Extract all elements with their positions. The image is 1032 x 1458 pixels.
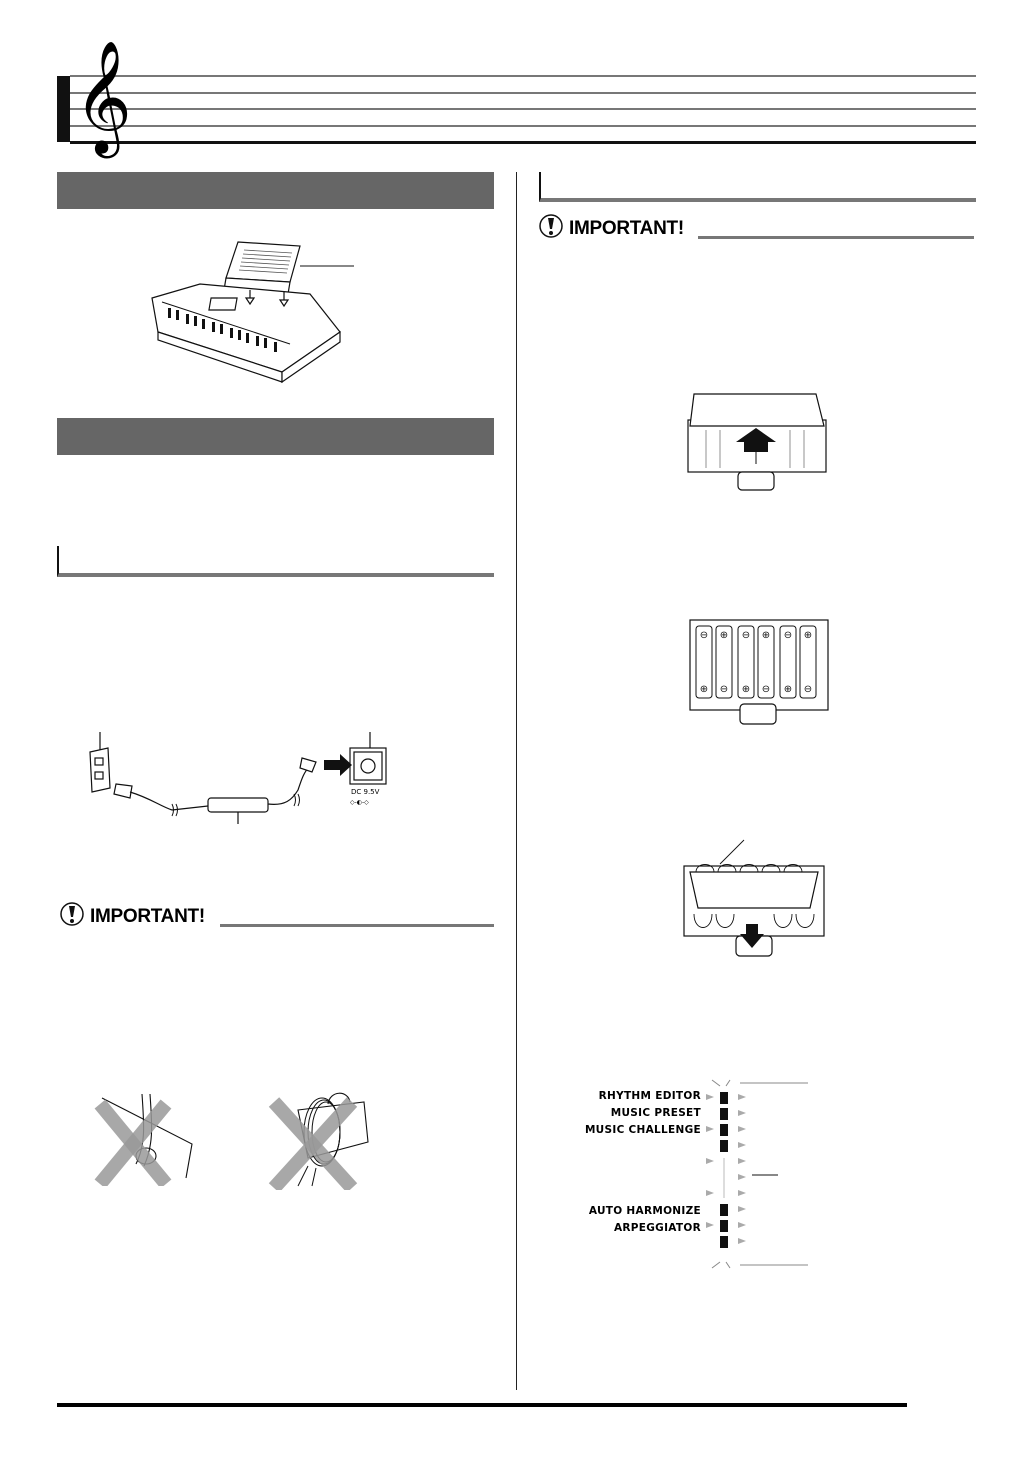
staff-line [70, 125, 976, 127]
indicator-label: MUSIC CHALLENGE [584, 1124, 701, 1136]
section-heading-bar [57, 418, 494, 455]
svg-text:⊕: ⊕ [699, 684, 709, 695]
indicator-label: RHYTHM EDITOR [598, 1090, 701, 1102]
svg-text:⊖: ⊖ [719, 684, 729, 695]
important-heading-left [60, 902, 205, 926]
svg-text:⊕: ⊕ [761, 630, 771, 641]
adapter-jack-label: DC 9.5V [351, 788, 380, 796]
subsection-heading [539, 172, 976, 202]
staff-line [70, 92, 976, 94]
wrong-cord-wrap-illustration [268, 1080, 388, 1190]
svg-text:⊕: ⊕ [783, 684, 793, 695]
footer-rule [57, 1403, 907, 1407]
ac-adapter-connection-illustration [80, 732, 400, 832]
wrong-cord-bend-illustration [92, 1094, 212, 1186]
staff-bar [57, 76, 70, 142]
svg-text:⊕: ⊕ [719, 630, 729, 641]
staff-line [70, 108, 976, 110]
important-exclamation-icon [60, 902, 86, 926]
svg-text:⊖: ⊖ [761, 684, 771, 695]
important-exclamation-icon [539, 214, 565, 238]
section-heading-bar [57, 172, 494, 209]
keyboard-music-stand-illustration [140, 236, 370, 396]
subsection-heading [57, 546, 494, 577]
battery-cover-close-illustration [680, 836, 830, 958]
important-rule [220, 924, 494, 927]
staff-line [70, 75, 976, 77]
important-rule [698, 236, 974, 239]
battery-orientation-illustration [688, 614, 830, 726]
battery-cover-open-illustration [686, 390, 830, 492]
important-heading-right [539, 214, 684, 238]
important-label: IMPORTANT! [569, 218, 684, 239]
column-divider [516, 172, 517, 1390]
svg-text:⊕: ⊕ [803, 630, 813, 641]
svg-text:⊖: ⊖ [741, 630, 751, 641]
important-label: IMPORTANT! [90, 906, 205, 927]
svg-text:⊖: ⊖ [803, 684, 813, 695]
staff-bottom-rule [70, 141, 976, 144]
svg-text:◇-◐-◇: ◇-◐-◇ [350, 799, 369, 806]
indicator-label: AUTO HARMONIZE [588, 1205, 701, 1217]
svg-text:⊖: ⊖ [783, 630, 793, 641]
indicator-label: MUSIC PRESET [610, 1107, 701, 1119]
display-indicator-illustration [700, 1072, 812, 1276]
indicator-label: ARPEGGIATOR [613, 1222, 701, 1234]
treble-clef-icon: 𝄞 [74, 40, 132, 154]
svg-text:⊕: ⊕ [741, 684, 751, 695]
svg-text:⊖: ⊖ [699, 630, 709, 641]
